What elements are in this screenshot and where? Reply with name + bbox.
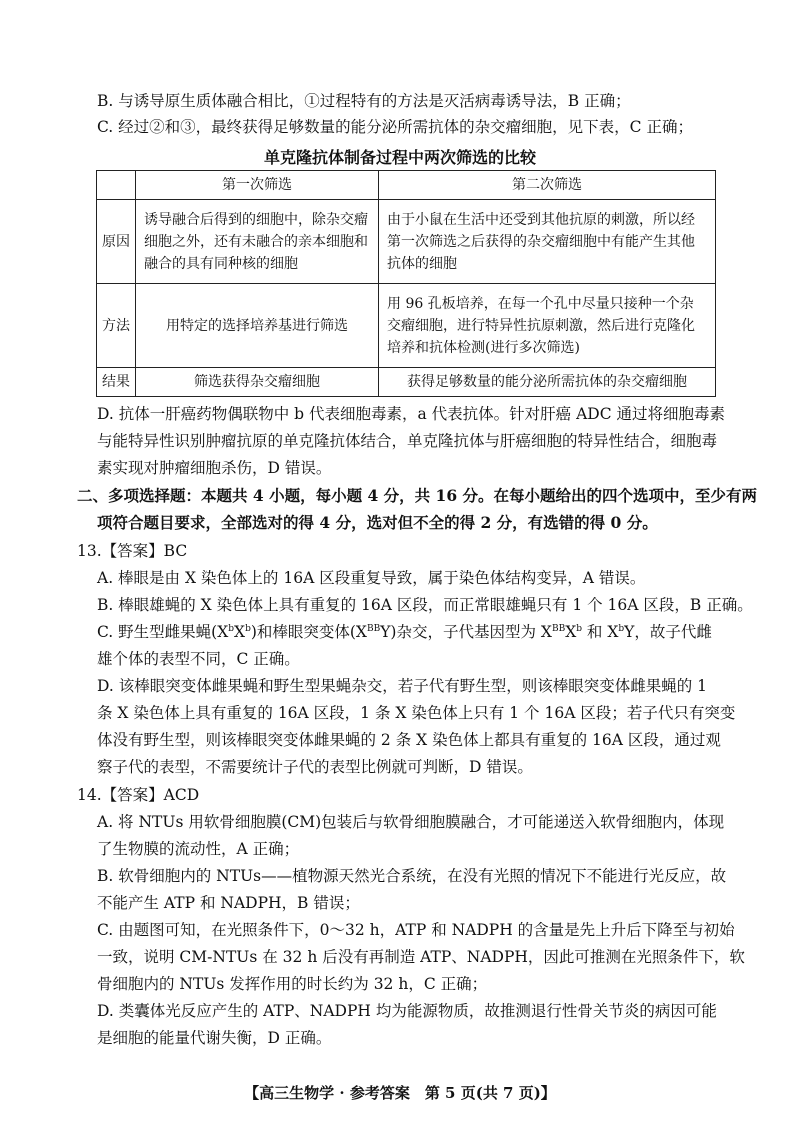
option-d-c12-line2: 与能特异性识别肿瘤抗原的单克隆抗体结合，单克隆抗体与肝癌细胞的特异性结合，细胞毒 bbox=[97, 432, 718, 450]
q13-c-sup-6: b bbox=[618, 623, 625, 634]
q13-c-text-f: 和 X bbox=[582, 623, 619, 641]
q14-option-b-line1: B. 软骨细胞内的 NTUs——植物源天然光合系统，在没有光照的情况下不能进行光反应，故 bbox=[97, 867, 727, 885]
row-label-method: 方法 bbox=[97, 284, 136, 368]
table-header-first: 第一次筛选 bbox=[136, 171, 379, 200]
q14-option-d-line2: 是细胞的能量代谢失衡，D 正确。 bbox=[97, 1029, 332, 1047]
q13-c-text-b: X bbox=[234, 623, 246, 641]
q14-option-d-line1: D. 类囊体光反应产生的 ATP、NADPH 均为能源物质，故推测退行性骨关节炎的病因可能 bbox=[97, 1002, 717, 1020]
table-header-blank bbox=[97, 171, 136, 200]
q14-option-c-line1: C. 由题图可知，在光照条件下，0～32 h，ATP 和 NADPH 的含量是先上升后下降至与初始 bbox=[97, 921, 735, 939]
q13-option-d-line2: 条 X 染色体上具有重复的 16A 区段，1 条 X 染色体上只有 1 个 16A 区段；若子代只有突变 bbox=[97, 704, 736, 722]
q13-c-text-d: Y)杂交，子代基因型为 X bbox=[380, 623, 552, 641]
q13-option-b: B. 棒眼雄蝇的 X 染色体上具有重复的 16A 区段，而正常眼雄蝇只有 1 个 16A 区段，B 正确。 bbox=[97, 596, 753, 614]
row-label-result: 结果 bbox=[97, 368, 136, 397]
q13-c-text-c: )和棒眼突变体(X bbox=[250, 623, 367, 641]
section-two-heading-line2: 项符合题目要求，全部选对的得 4 分，选对但不全的得 2 分，有选错的得 0 分。 bbox=[97, 513, 658, 532]
cell-reason-first: 诱导融合后得到的细胞中，除杂交瘤细胞之外，还有未融合的亲本细胞和融合的具有同种核的细胞 bbox=[136, 200, 379, 284]
q13-c-text-e: X bbox=[565, 623, 577, 641]
q13-option-c-line2: 雄个体的表型不同，C 正确。 bbox=[97, 650, 300, 668]
q14-option-b-line2: 不能产生 ATP 和 NADPH，B 错误； bbox=[97, 894, 360, 912]
table-header-second: 第二次筛选 bbox=[379, 171, 716, 200]
table-row bbox=[97, 200, 716, 284]
table-title: 单克隆抗体制备过程中两次筛选的比较 bbox=[263, 148, 536, 167]
option-b-c12: B. 与诱导原生质体融合相比，①过程特有的方法是灭活病毒诱导法，B 正确； bbox=[97, 92, 631, 110]
cell-result-second: 获得足够数量的能分泌所需抗体的杂交瘤细胞 bbox=[379, 368, 716, 397]
q13-option-a: A. 棒眼是由 X 染色体上的 16A 区段重复导致，属于染色体结构变异，A 错误。 bbox=[97, 569, 646, 587]
q13-option-d-line4: 察子代的表型，不需要统计子代的表型比例就可判断，D 错误。 bbox=[97, 758, 533, 776]
q13-c-text-a: C. 野生型雌果蝇(X bbox=[97, 623, 229, 641]
option-c-c12: C. 经过②和③，最终获得足够数量的能分泌所需抗体的杂交瘤细胞，见下表，C 正确； bbox=[97, 118, 693, 136]
q14-option-a-line1: A. 将 NTUs 用软骨细胞膜(CM)包装后与软骨细胞膜融合，才可能递送入软骨细胞内，体现 bbox=[97, 813, 725, 831]
cell-method-second: 用 96 孔板培养，在每一个孔中尽量只接种一个杂交瘤细胞，进行特异性抗原刺激，然后进行克隆化培养和抗体检测(进行多次筛选) bbox=[379, 284, 716, 368]
q13-option-d-line3: 体没有野生型，则该棒眼突变体雌果蝇的 2 条 X 染色体上都具有重复的 16A 区段，通过观 bbox=[97, 731, 721, 749]
q14-option-a-line2: 了生物膜的流动性，A 正确； bbox=[97, 840, 300, 858]
q13-c-sup-1: b bbox=[228, 623, 235, 634]
q13-c-text-g: Y，故子代雌 bbox=[624, 623, 712, 641]
q14-option-c-line3: 骨细胞内的 NTUs 发挥作用的时长约为 32 h，C 正确； bbox=[97, 975, 488, 993]
section-two-heading-line1: 二、多项选择题：本题共 4 小题，每小题 4 分，共 16 分。在每小题给出的四个选项中，至少有两 bbox=[77, 486, 758, 505]
option-d-c12-line3: 素实现对肿瘤细胞杀伤，D 错误。 bbox=[97, 459, 332, 477]
q13-c-sup-4: BB bbox=[551, 623, 566, 634]
cell-reason-second: 由于小鼠在生活中还受到其他抗原的刺激，所以经第一次筛选之后获得的杂交瘤细胞中有能产生其他抗体的细胞 bbox=[379, 200, 716, 284]
option-d-c12-line1: D. 抗体一肝癌药物偶联物中 b 代表细胞毒素，a 代表抗体。针对肝癌 ADC 通过将细胞毒素 bbox=[97, 405, 726, 423]
q13-c-sup-2: b bbox=[245, 623, 251, 634]
q14-answer: 14.【答案】ACD bbox=[77, 786, 200, 804]
row-label-reason: 原因 bbox=[97, 200, 136, 284]
cell-result-first: 筛选获得杂交瘤细胞 bbox=[136, 368, 379, 397]
q13-c-sup-5: b bbox=[576, 623, 582, 634]
q13-option-c-line1 bbox=[97, 621, 717, 643]
page-footer: 【高三生物学 · 参考答案 第 5 页(共 7 页)】 bbox=[244, 1084, 556, 1102]
q13-c-sup-3: BB bbox=[366, 623, 381, 634]
cell-method-first: 用特定的选择培养基进行筛选 bbox=[136, 284, 379, 368]
q14-option-c-line2: 一致，说明 CM-NTUs 在 32 h 后没有再制造 ATP、NADPH，因此可推测在光照条件下，软 bbox=[97, 948, 745, 966]
table-header-row bbox=[97, 171, 716, 200]
q13-option-d-line1: D. 该棒眼突变体雌果蝇和野生型果蝇杂交，若子代有野生型，则该棒眼突变体雌果蝇的 1 bbox=[97, 677, 708, 695]
q13-answer: 13.【答案】BC bbox=[77, 542, 188, 560]
table-row bbox=[97, 284, 716, 368]
table-row bbox=[97, 368, 716, 397]
screening-comparison-table bbox=[96, 170, 716, 397]
